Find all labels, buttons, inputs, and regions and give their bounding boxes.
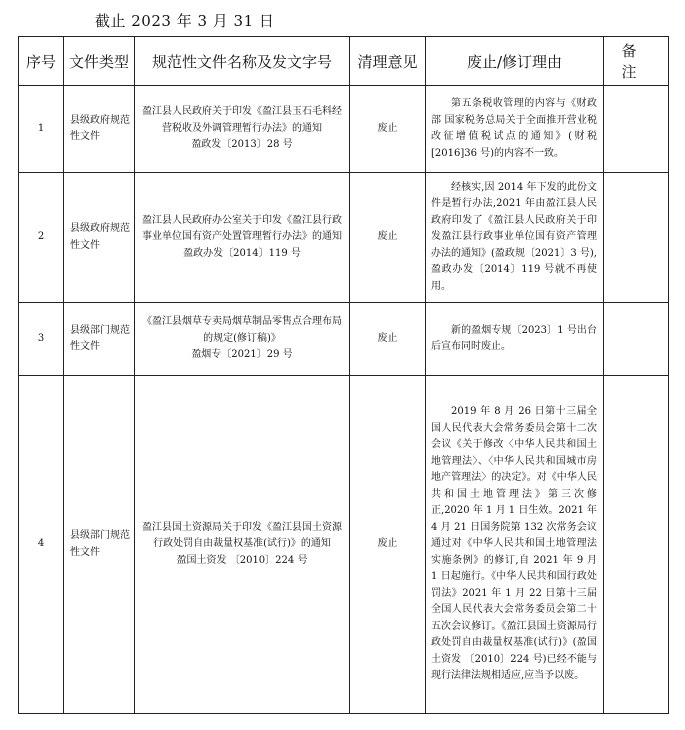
file-type: 县级部门规范性文件 bbox=[64, 303, 135, 376]
doc-number: 盈政发〔2013〕28 号 bbox=[191, 139, 293, 151]
file-type: 县级政府规范性文件 bbox=[64, 86, 135, 173]
repeal-reason: 第五条税收管理的内容与《财政部 国家税务总局关于全面推开营业税改征增值税试点的通知》(财税[2016]36 号)的内容不一致。 bbox=[426, 86, 604, 173]
row-number: 3 bbox=[19, 303, 64, 376]
file-name: 盈江县国土资源局关于印发《盈江县国土资源行政处罚自由裁量权基准(试行)》的通知 bbox=[142, 521, 342, 550]
table-row bbox=[19, 303, 669, 376]
file-name-cell bbox=[135, 173, 350, 303]
table-row bbox=[19, 173, 669, 303]
note-cell bbox=[604, 303, 669, 376]
table-row bbox=[19, 376, 669, 714]
date-line: 截止 2023 年 3 月 31 日 bbox=[95, 12, 275, 30]
header-row bbox=[19, 37, 669, 86]
note-cell bbox=[604, 376, 669, 714]
file-type: 县级政府规范性文件 bbox=[64, 173, 135, 303]
note-cell bbox=[604, 173, 669, 303]
repeal-reason: 经核实,因 2014 年下发的此份文件是暂行办法,2021 年由盈江县人民政府印发了《盈江县人民政府关于印发盈江县行政事业单位国有资产管理办法的通知》(盈政规〔2021〕3 号),盈政办发〔2014〕119 号就不再使用。 bbox=[426, 173, 604, 303]
cleanup-opinion: 废止 bbox=[350, 173, 426, 303]
file-name-cell bbox=[135, 376, 350, 714]
doc-number: 盈政办发〔2014〕119 号 bbox=[183, 247, 301, 259]
doc-number: 盈国土资发 〔2010〕224 号 bbox=[176, 554, 308, 566]
header-reason: 废止/修订理由 bbox=[426, 37, 604, 86]
file-name: 盈江县人民政府关于印发《盈江县玉石毛料经营税收及外调管理暂行办法》的通知 bbox=[142, 106, 342, 134]
file-name-cell bbox=[135, 303, 350, 376]
table-row bbox=[19, 86, 669, 173]
row-number: 4 bbox=[19, 376, 64, 714]
row-number: 1 bbox=[19, 86, 64, 173]
header-note: 备 注 bbox=[604, 37, 669, 86]
file-name-cell bbox=[135, 86, 350, 173]
file-name: 《盈江县烟草专卖局烟草制品零售点合理布局的规定(修订稿)》 bbox=[142, 316, 342, 344]
cleanup-opinion: 废止 bbox=[350, 86, 426, 173]
note-cell bbox=[604, 86, 669, 173]
row-number: 2 bbox=[19, 173, 64, 303]
repeal-reason: 新的盈烟专规〔2023〕1 号出台后宣布同时废止。 bbox=[426, 303, 604, 376]
header-no: 序号 bbox=[19, 37, 64, 86]
regulation-cleanup-table bbox=[18, 36, 669, 714]
header-type: 文件类型 bbox=[64, 37, 135, 86]
header-opinion: 清理意见 bbox=[350, 37, 426, 86]
file-name: 盈江县人民政府办公室关于印发《盈江县行政事业单位国有资产处置管理暂行办法》的通知 bbox=[142, 214, 342, 243]
repeal-reason: 2019 年 8 月 26 日第十三届全国人民代表大会常务委员会第十二次会议《关于修改〈中华人民共和国土地管理法〉、〈中华人民共和国城市房地产管理法〉的决定》。对《中华人民共和国土地管理法》第三次修正,2020 年 1 月 1 日生效。2021 年 4 月 21 日国务院第 132 次常务会议通过对《中华人民共和国土地管理法实施条例》的修订,自 2021 年 9 月 1 日起施行。《中华人民共和国行政处罚法》2021 年 1 月 22 日第十三届全国人民代表大会常务委员会第二十五次会议修订。《盈江县国土资源局行政处罚自由裁量权基准(试行)》(盈国土资发 〔2010〕224 号)已经不能与现行法律法规相适应,应当予以废。 bbox=[426, 376, 604, 714]
cleanup-opinion: 废止 bbox=[350, 303, 426, 376]
file-type: 县级部门规范性文件 bbox=[64, 376, 135, 714]
cleanup-opinion: 废止 bbox=[350, 376, 426, 714]
header-name: 规范性文件名称及发文字号 bbox=[135, 37, 350, 86]
doc-number: 盈烟专〔2021〕29 号 bbox=[191, 349, 293, 361]
